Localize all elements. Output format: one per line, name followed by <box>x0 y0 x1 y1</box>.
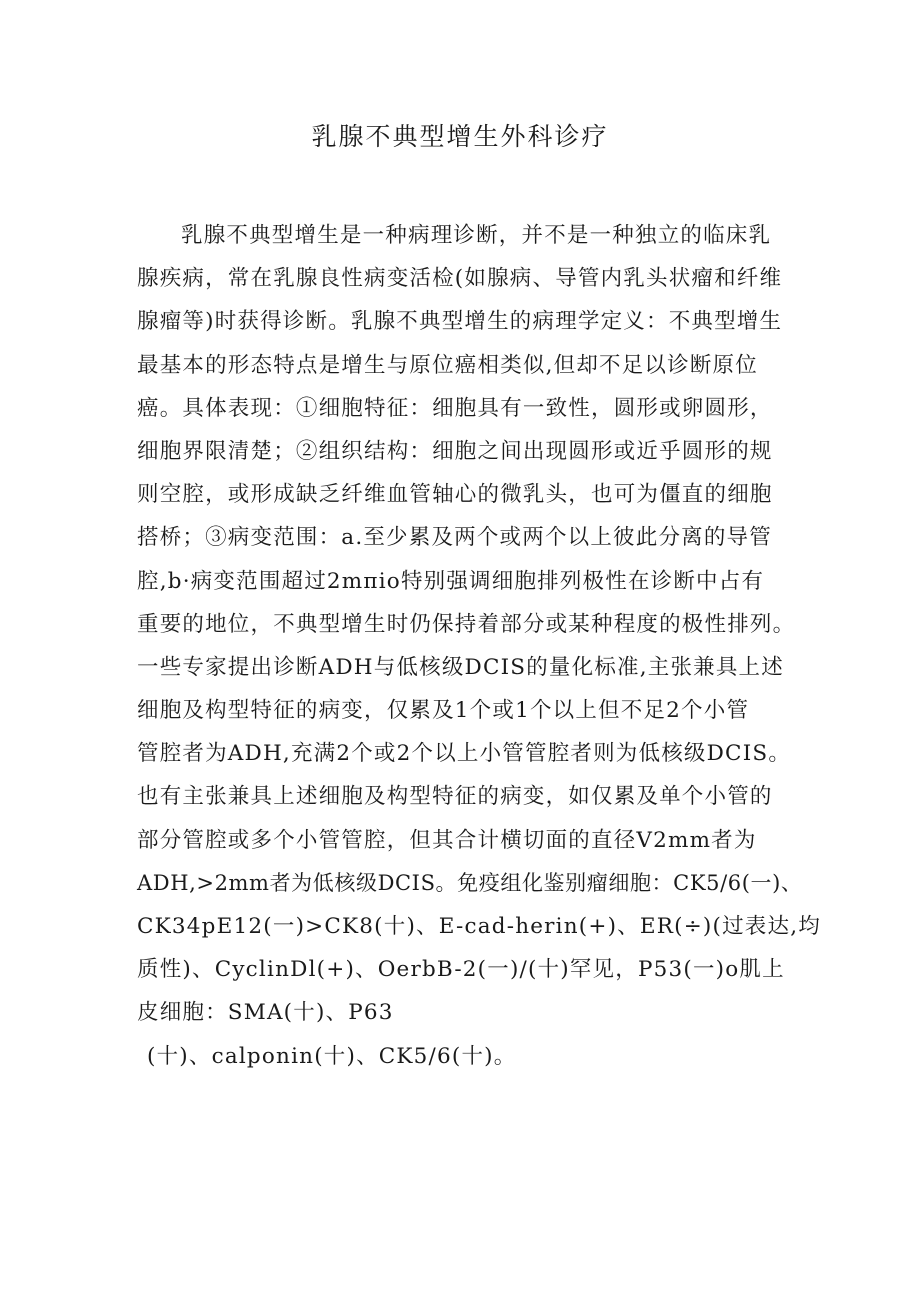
text-line: (十)、calponin(十)、CK5/6(十)。 <box>147 1043 517 1069</box>
text-line: 管腔者为ADH,充满2个或2个以上小管管腔者则为低核级DCIS。 <box>137 741 792 767</box>
text-line: 重要的地位，不典型增生时仍保持着部分或某种程度的极性排列。 <box>137 611 796 637</box>
text-line: 最基本的形态特点是增生与原位癌相类似,但却不足以诊断原位 <box>137 352 758 378</box>
document-title: 乳腺不典型增生外科诊疗 <box>311 122 609 151</box>
text-line: 皮细胞：SMA(十)、P63 <box>137 1000 394 1026</box>
text-line: 搭桥；③病变范围：a.至少累及两个或两个以上彼此分离的导管 <box>137 525 772 551</box>
text-line: 部分管腔或多个小管管腔，但其合计横切面的直径V2mm者为 <box>137 827 757 853</box>
text-line: 则空腔，或形成缺乏纤维血管轴心的微乳头，也可为僵直的细胞 <box>137 482 773 508</box>
text-line: 腔,b·病变范围超过2mπio特别强调细胞排列极性在诊断中占有 <box>137 568 765 594</box>
text-line: 质性)、CyclinDl(+)、OerbB-2(一)/(十)罕见，P53(一)o肌上 <box>137 957 785 983</box>
text-line: CK34pE12(一)>CK8(十)、E-cad-herin(+)、ER(÷)(过表达,均 <box>137 914 821 939</box>
text-line: 腺疾病，常在乳腺良性病变活检(如腺病、导管内乳头状瘤和纤维 <box>137 266 783 292</box>
text-line: 癌。具体表现：①细胞特征：细胞具有一致性，圆形或卵圆形， <box>137 395 773 421</box>
text-line: 一些专家提出诊断ADH与低核级DCIS的量化标准,主张兼具上述 <box>137 654 784 680</box>
text-line: ADH,>2mm者为低核级DCIS。免疫组化鉴别瘤细胞：CK5/6(一)、 <box>137 870 803 895</box>
text-line: 细胞及构型特征的病变，仅累及1个或1个以上但不足2个小管 <box>137 698 750 724</box>
text-line: 也有主张兼具上述细胞及构型特征的病变，如仅累及单个小管的 <box>137 784 773 810</box>
document-body <box>137 214 821 1078</box>
text-line: 细胞界限清楚；②组织结构：细胞之间出现圆形或近乎圆形的规 <box>137 438 773 464</box>
text-line: 腺瘤等)时获得诊断。乳腺不典型增生的病理学定义：不典型增生 <box>137 309 783 335</box>
text-line: 乳腺不典型增生是一种病理诊断，并不是一种独立的临床乳 <box>181 223 772 248</box>
